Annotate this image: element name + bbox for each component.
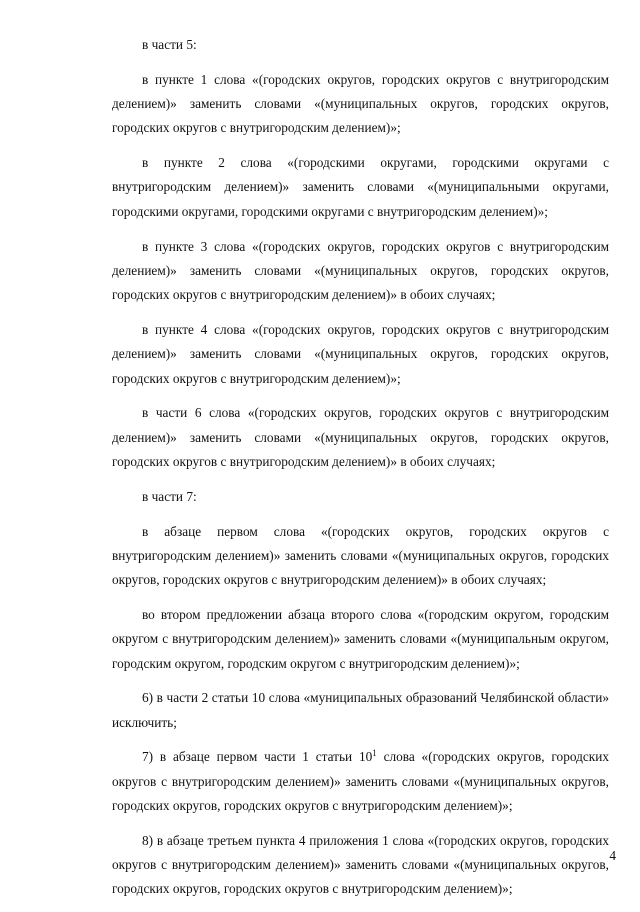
paragraph-point1: в пункте 1 слова «(городских округов, городских округов с внутригородским делением)» заменить словами «(муниципальных округов, городских округов, городских округов с внутригородским делением)»; bbox=[112, 71, 609, 136]
paragraph-point3: в пункте 3 слова «(городских округов, городских округов с внутригородским делением)» заменить словами «(муниципальных округов, городских округов, городских округов с внутригородским делением)» в обоих случаях; bbox=[112, 238, 609, 303]
paragraph-part5-heading: в части 5: bbox=[142, 37, 197, 52]
paragraph-point2: в пункте 2 слова «(городскими округами, городскими округами с внутригородским делением)» заменить словами «(муниципальными округами, городскими округами, городскими округами с внутригородским делением)»; bbox=[112, 155, 609, 219]
paragraph-item6: 6) в части 2 статьи 10 слова «муниципальных образований Челябинской области» исключить; bbox=[112, 690, 609, 730]
item7-superscript: 1 bbox=[372, 748, 377, 759]
item7-text-end: слова «(городских округов, городских округов с внутригородским делением)» заменить словами «(муниципальных округов, городских округов, городских округов с внутригородским делением)»; bbox=[112, 749, 609, 814]
page-number: 4 bbox=[609, 848, 616, 863]
document-body bbox=[112, 33, 609, 912]
paragraph-item7 bbox=[112, 745, 609, 818]
paragraph-part7-abzac1: в абзаце первом слова «(городских округов, городских округов с внутригородским делением)» заменить словами «(муниципальных округов, городских округов, городских округов с внутригородским делением)» в обоих случаях; bbox=[112, 523, 609, 588]
paragraph-point4: в пункте 4 слова «(городских округов, городских округов с внутригородским делением)» заменить словами «(муниципальных округов, городских округов, городских округов с внутригородским делением)»; bbox=[112, 321, 609, 386]
paragraph-part6: в части 6 слова «(городских округов, городских округов с внутригородским делением)» заменить словами «(муниципальных округов, городских округов, городских округов с внутригородским делением)» в обоих случаях; bbox=[112, 405, 609, 469]
paragraph-part7-abzac2: во втором предложении абзаца второго слова «(городским округом, городским округом с внутригородским делением)» заменить словами «(муниципальным округом, городским округом, городским округом с внутригородским делением)»; bbox=[112, 606, 609, 671]
item7-text-start: 7) в абзаце первом части 1 статьи 10 bbox=[142, 749, 373, 765]
paragraph-part7-heading: в части 7: bbox=[142, 488, 197, 504]
paragraph-item8: 8) в абзаце третьем пункта 4 приложения 1 слова «(городских округов, городских округов с внутригородским делением)» заменить словами «(муниципальных округов, городских округов, городских округов с внутригородским делением)»; bbox=[112, 832, 609, 897]
